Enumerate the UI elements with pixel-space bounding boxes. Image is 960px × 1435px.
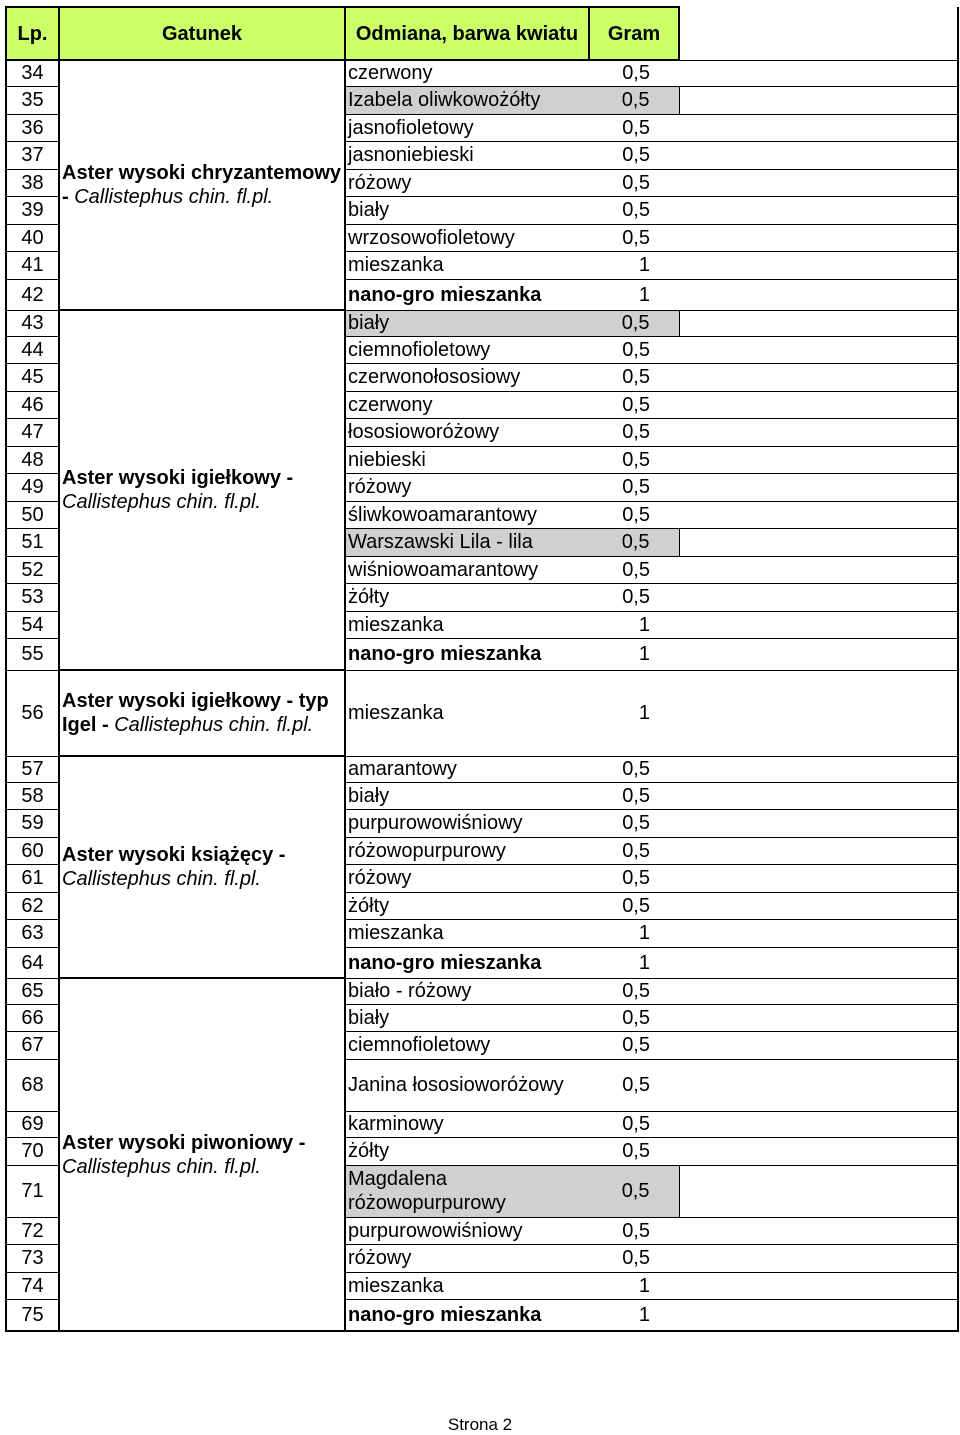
cell-gram: 0,5 — [589, 1165, 679, 1217]
cell-gram: 0,5 — [589, 1031, 679, 1059]
seed-price-table — [5, 6, 959, 1332]
cell-empty — [679, 1165, 958, 1217]
cell-empty — [679, 611, 958, 638]
cell-gram: 0,5 — [589, 114, 679, 141]
cell-lp: 39 — [6, 196, 59, 224]
cell-odmiana: mieszanka — [345, 670, 589, 756]
cell-gatunek — [59, 670, 345, 756]
cell-lp: 48 — [6, 446, 59, 473]
cell-empty — [679, 528, 958, 556]
cell-lp: 55 — [6, 638, 59, 670]
cell-lp: 71 — [6, 1165, 59, 1217]
species-name: Aster wysoki chryzantemowy - — [62, 162, 341, 208]
cell-lp: 59 — [6, 809, 59, 837]
cell-empty — [679, 1244, 958, 1272]
cell-gram: 0,5 — [589, 473, 679, 501]
cell-gatunek — [59, 60, 345, 310]
cell-gram: 0,5 — [589, 556, 679, 583]
cell-gram: 0,5 — [589, 391, 679, 418]
table-row — [6, 60, 958, 86]
cell-gram: 0,5 — [589, 892, 679, 919]
cell-odmiana: mieszanka — [345, 919, 589, 947]
cell-gram: 1 — [589, 638, 679, 670]
cell-odmiana: żółty — [345, 583, 589, 611]
cell-lp: 37 — [6, 141, 59, 169]
cell-gram: 0,5 — [589, 1217, 679, 1244]
cell-odmiana: mieszanka — [345, 251, 589, 279]
cell-lp: 74 — [6, 1272, 59, 1299]
cell-lp: 54 — [6, 611, 59, 638]
cell-lp: 65 — [6, 978, 59, 1004]
cell-gram: 0,5 — [589, 418, 679, 446]
cell-lp: 61 — [6, 864, 59, 892]
cell-empty — [679, 169, 958, 196]
cell-gram: 1 — [589, 670, 679, 756]
cell-odmiana: różowopurpurowy — [345, 837, 589, 864]
cell-empty — [679, 1137, 958, 1165]
cell-gram: 0,5 — [589, 864, 679, 892]
cell-odmiana: Warszawski Lila - lila — [345, 528, 589, 556]
cell-empty — [679, 919, 958, 947]
cell-empty — [679, 892, 958, 919]
cell-odmiana: nano-gro mieszanka — [345, 947, 589, 978]
cell-empty — [679, 670, 958, 756]
species-latin-name: Callistephus chin. fl.pl. — [62, 1155, 261, 1178]
cell-gram: 0,5 — [589, 86, 679, 114]
cell-lp: 53 — [6, 583, 59, 611]
cell-odmiana: purpurowowiśniowy — [345, 1217, 589, 1244]
cell-empty — [679, 251, 958, 279]
cell-odmiana: śliwkowoamarantowy — [345, 501, 589, 528]
cell-empty — [679, 947, 958, 978]
cell-empty — [679, 279, 958, 310]
cell-lp: 44 — [6, 336, 59, 363]
cell-gram: 0,5 — [589, 1059, 679, 1111]
cell-empty — [679, 756, 958, 782]
species-latin-name: Callistephus chin. fl.pl. — [114, 714, 314, 736]
cell-lp: 56 — [6, 670, 59, 756]
cell-empty — [679, 114, 958, 141]
cell-gatunek — [59, 310, 345, 670]
table-row — [6, 310, 958, 336]
cell-odmiana: jasnofioletowy — [345, 114, 589, 141]
header-gatunek: Gatunek — [59, 7, 345, 60]
cell-lp: 72 — [6, 1217, 59, 1244]
cell-gram: 0,5 — [589, 1137, 679, 1165]
cell-gram: 0,5 — [589, 782, 679, 809]
cell-odmiana: łososioworóżowy — [345, 418, 589, 446]
cell-gram: 0,5 — [589, 756, 679, 782]
cell-odmiana: wiśniowoamarantowy — [345, 556, 589, 583]
cell-gram: 0,5 — [589, 528, 679, 556]
cell-lp: 36 — [6, 114, 59, 141]
cell-gram: 0,5 — [589, 169, 679, 196]
cell-odmiana: niebieski — [345, 446, 589, 473]
cell-empty — [679, 60, 958, 86]
cell-odmiana: biały — [345, 1004, 589, 1031]
cell-empty — [679, 336, 958, 363]
cell-lp: 49 — [6, 473, 59, 501]
cell-gram: 0,5 — [589, 363, 679, 391]
cell-lp: 69 — [6, 1111, 59, 1137]
cell-lp: 62 — [6, 892, 59, 919]
table-row — [6, 978, 958, 1004]
cell-gram: 1 — [589, 251, 679, 279]
cell-odmiana: wrzosowofioletowy — [345, 224, 589, 251]
cell-odmiana: biały — [345, 782, 589, 809]
cell-odmiana: jasnoniebieski — [345, 141, 589, 169]
cell-lp: 34 — [6, 60, 59, 86]
cell-empty — [679, 837, 958, 864]
species-name: Aster wysoki książęcy - — [62, 844, 286, 866]
cell-empty — [679, 1217, 958, 1244]
cell-odmiana: mieszanka — [345, 1272, 589, 1299]
species-latin-name: Callistephus chin. fl.pl. — [74, 186, 274, 208]
cell-lp: 68 — [6, 1059, 59, 1111]
cell-odmiana: amarantowy — [345, 756, 589, 782]
cell-gram: 1 — [589, 1299, 679, 1331]
cell-empty — [679, 556, 958, 583]
cell-lp: 73 — [6, 1244, 59, 1272]
cell-gram: 1 — [589, 1272, 679, 1299]
cell-gram: 1 — [589, 611, 679, 638]
cell-lp: 60 — [6, 837, 59, 864]
cell-gram: 0,5 — [589, 837, 679, 864]
cell-lp: 70 — [6, 1137, 59, 1165]
cell-gram: 0,5 — [589, 224, 679, 251]
table-header-row — [6, 7, 958, 60]
cell-gram: 1 — [589, 919, 679, 947]
cell-odmiana: czerwonołososiowy — [345, 363, 589, 391]
cell-odmiana: purpurowowiśniowy — [345, 809, 589, 837]
cell-odmiana: mieszanka — [345, 611, 589, 638]
cell-lp: 75 — [6, 1299, 59, 1331]
cell-odmiana: Magdalena różowopurpurowy — [345, 1165, 589, 1217]
cell-odmiana: czerwony — [345, 60, 589, 86]
cell-odmiana: nano-gro mieszanka — [345, 1299, 589, 1331]
cell-empty — [679, 391, 958, 418]
cell-gram: 0,5 — [589, 196, 679, 224]
cell-gram: 0,5 — [589, 141, 679, 169]
header-empty — [679, 7, 958, 60]
cell-lp: 47 — [6, 418, 59, 446]
cell-empty — [679, 86, 958, 114]
cell-lp: 57 — [6, 756, 59, 782]
cell-empty — [679, 1031, 958, 1059]
table-row — [6, 756, 958, 782]
cell-lp: 45 — [6, 363, 59, 391]
cell-gram: 0,5 — [589, 336, 679, 363]
cell-odmiana: biały — [345, 196, 589, 224]
cell-empty — [679, 363, 958, 391]
cell-empty — [679, 864, 958, 892]
cell-gram: 0,5 — [589, 1244, 679, 1272]
cell-odmiana: ciemnofioletowy — [345, 336, 589, 363]
header-gram: Gram — [589, 7, 679, 60]
header-odmiana: Odmiana, barwa kwiatu — [345, 7, 589, 60]
cell-gram: 0,5 — [589, 1111, 679, 1137]
cell-lp: 35 — [6, 86, 59, 114]
cell-empty — [679, 310, 958, 336]
cell-odmiana: różowy — [345, 169, 589, 196]
cell-empty — [679, 418, 958, 446]
cell-odmiana: Izabela oliwkowożółty — [345, 86, 589, 114]
cell-gatunek — [59, 978, 345, 1331]
cell-empty — [679, 638, 958, 670]
cell-lp: 52 — [6, 556, 59, 583]
cell-empty — [679, 978, 958, 1004]
cell-lp: 42 — [6, 279, 59, 310]
cell-odmiana: różowy — [345, 1244, 589, 1272]
cell-lp: 38 — [6, 169, 59, 196]
page-footer: Strona 2 — [447, 1415, 513, 1434]
cell-odmiana: czerwony — [345, 391, 589, 418]
species-name: Aster wysoki piwoniowy - — [62, 1131, 306, 1154]
cell-empty — [679, 583, 958, 611]
cell-gram: 0,5 — [589, 809, 679, 837]
cell-lp: 66 — [6, 1004, 59, 1031]
cell-lp: 51 — [6, 528, 59, 556]
cell-gram: 0,5 — [589, 501, 679, 528]
table-row — [6, 670, 958, 756]
cell-empty — [679, 196, 958, 224]
species-latin-name: Callistephus chin. fl.pl. — [62, 491, 261, 513]
cell-empty — [679, 224, 958, 251]
cell-empty — [679, 1272, 958, 1299]
cell-lp: 40 — [6, 224, 59, 251]
cell-gatunek — [59, 756, 345, 978]
cell-odmiana: biało - różowy — [345, 978, 589, 1004]
cell-odmiana: różowy — [345, 864, 589, 892]
cell-odmiana: różowy — [345, 473, 589, 501]
cell-lp: 63 — [6, 919, 59, 947]
species-latin-name: Callistephus chin. fl.pl. — [62, 868, 261, 890]
cell-empty — [679, 1299, 958, 1331]
cell-lp: 43 — [6, 310, 59, 336]
cell-odmiana: nano-gro mieszanka — [345, 279, 589, 310]
cell-empty — [679, 446, 958, 473]
cell-odmiana: biały — [345, 310, 589, 336]
cell-empty — [679, 501, 958, 528]
cell-gram: 1 — [589, 947, 679, 978]
cell-empty — [679, 809, 958, 837]
cell-odmiana: ciemnofioletowy — [345, 1031, 589, 1059]
cell-empty — [679, 1004, 958, 1031]
cell-odmiana: nano-gro mieszanka — [345, 638, 589, 670]
header-lp: Lp. — [6, 7, 59, 60]
cell-empty — [679, 1059, 958, 1111]
cell-lp: 58 — [6, 782, 59, 809]
cell-empty — [679, 473, 958, 501]
cell-odmiana: żółty — [345, 892, 589, 919]
cell-gram: 0,5 — [589, 1004, 679, 1031]
cell-gram: 0,5 — [589, 583, 679, 611]
cell-odmiana: Janina łososioworóżowy — [345, 1059, 589, 1111]
cell-gram: 0,5 — [589, 446, 679, 473]
species-name: Aster wysoki igiełkowy - — [62, 467, 294, 489]
cell-gram: 0,5 — [589, 310, 679, 336]
cell-empty — [679, 1111, 958, 1137]
cell-odmiana: żółty — [345, 1137, 589, 1165]
cell-empty — [679, 141, 958, 169]
cell-lp: 50 — [6, 501, 59, 528]
species-name: Aster wysoki igiełkowy - typ Igel - — [62, 690, 329, 736]
cell-gram: 0,5 — [589, 60, 679, 86]
table-body — [6, 60, 958, 1331]
cell-empty — [679, 782, 958, 809]
cell-odmiana: karminowy — [345, 1111, 589, 1137]
cell-gram: 1 — [589, 279, 679, 310]
cell-lp: 64 — [6, 947, 59, 978]
cell-lp: 67 — [6, 1031, 59, 1059]
cell-gram: 0,5 — [589, 978, 679, 1004]
cell-lp: 46 — [6, 391, 59, 418]
cell-lp: 41 — [6, 251, 59, 279]
